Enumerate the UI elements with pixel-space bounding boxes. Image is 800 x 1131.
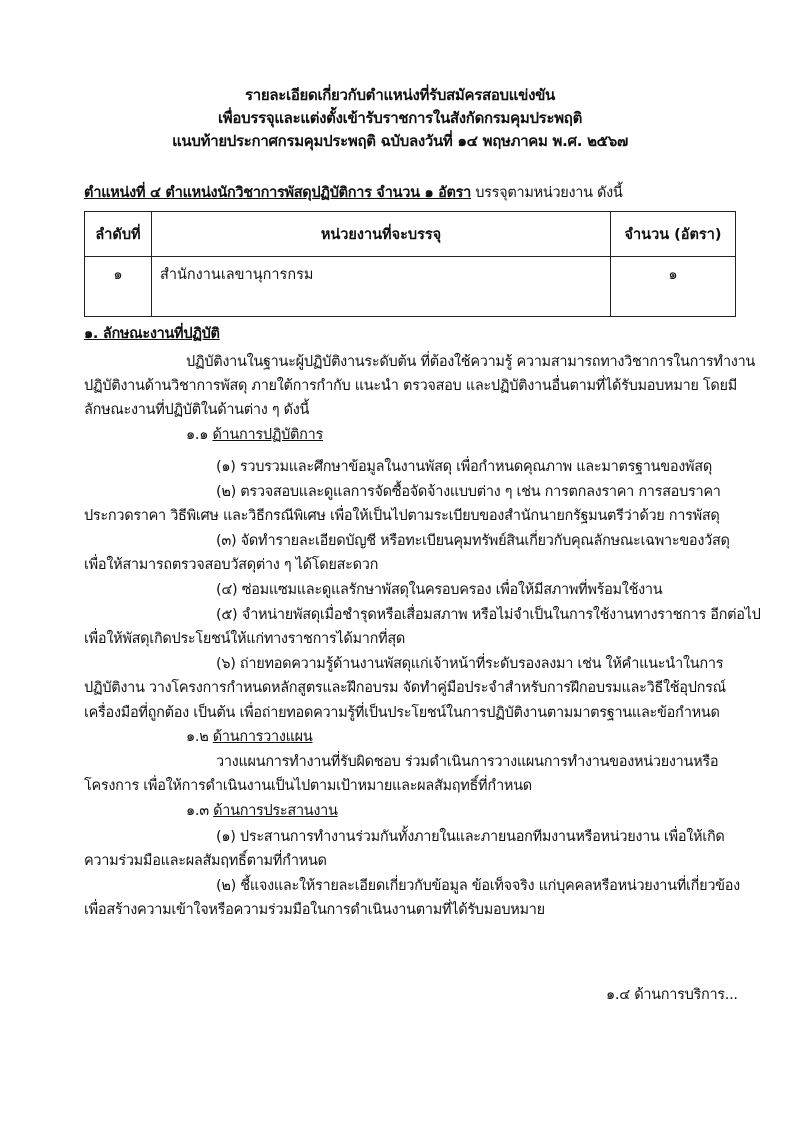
header-line-1: รายละเอียดเกี่ยวกับตำแหน่งที่รับสมัครสอบแข่งขัน <box>244 86 556 104</box>
position-suffix: บรรจุตามหน่วยงาน ดังนี้ <box>470 185 623 201</box>
header-line-3: แนบท้ายประกาศกรมคุมประพฤติ ฉบับลงวันที่ ๑๔ พฤษภาคม พ.ศ. ๒๕๖๗ <box>172 132 628 150</box>
sub1-line-8: เพื่อให้พัสดุเกิดประโยชน์ให้แก่ทางราชการได้มากที่สุด <box>84 631 405 647</box>
sub1-line-9: (๖) ถ่ายทอดความรู้ด้านงานพัสดุแก่เจ้าหน้าที่ระดับรองลงมา เช่น ให้คำแนะนำในการ <box>216 656 724 672</box>
cell-no: ๑ <box>85 257 152 317</box>
cell-unit: สำนักงานเลขานุการกรม <box>152 257 611 317</box>
sub1-title: ด้านการปฏิบัติการ <box>212 427 323 443</box>
sub1-line-11: เครื่องมือที่ถูกต้อง เป็นต้น เพื่อถ่ายทอดความรู้ที่เป็นประโยชน์ในการปฏิบัติงานตามมาตรฐานและข้อกำหนด <box>84 705 720 721</box>
sub3-line-4: เพื่อสร้างความเข้าใจหรือความร่วมมือในการดำเนินงานตามที่ได้รับมอบหมาย <box>84 902 545 918</box>
table-row <box>85 257 736 317</box>
sub2-line-1: วางแผนการทำงานที่รับผิดชอบ ร่วมดำเนินการวางแผนการทำงานของหน่วยงานหรือ <box>216 754 719 770</box>
position-line <box>84 181 623 204</box>
sub2-heading <box>186 725 312 748</box>
sub1-line-3: ประกวดราคา วิธีพิเศษ และวิธีกรณีพิเศษ เพื่อให้เป็นไปตามระเบียบของสำนักนายกรัฐมนตรีว่าด้วย การพัสดุ <box>84 508 720 524</box>
intro-line-1: ปฏิบัติงานในฐานะผู้ปฏิบัติงานระดับต้น ที่ต้องใช้ความรู้ ความสามารถทางวิชาการในการทำงาน <box>186 354 756 370</box>
intro-line-2: ปฏิบัติงานด้านวิชาการพัสดุ ภายใต้การกำกับ แนะนำ ตรวจสอบ และปฏิบัติงานอื่นตามที่ได้รับมอบหมาย โดยมี <box>84 378 737 394</box>
sub1-line-6: (๔) ซ่อมแซมและดูแลรักษาพัสดุในครอบครอง เพื่อให้มีสภาพที่พร้อมใช้งาน <box>216 582 663 598</box>
header-line-2: เพื่อบรรจุและแต่งตั้งเข้ารับราชการในสังกัดกรมคุมประพฤติ <box>217 109 583 127</box>
sub3-line-3: (๒) ชี้แจงและให้รายละเอียดเกี่ยวกับข้อมูล ข้อเท็จจริง แก่บุคคลหรือหน่วยงานที่เกี่ยวข้อง <box>216 878 740 894</box>
continuation-note: ๑.๔ ด้านการบริการ... <box>606 987 738 1003</box>
cell-count: ๑ <box>611 257 736 317</box>
sub1-number: ๑.๑ <box>186 427 213 443</box>
col-header-unit: หน่วยงานที่จะบรรจุ <box>152 212 611 257</box>
sub1-line-2: (๒) ตรวจสอบและดูแลการจัดซื้อจัดจ้างแบบต่าง ๆ เช่น การตกลงราคา การสอบราคา <box>216 484 721 500</box>
sub3-line-1: (๑) ประสานการทำงานร่วมกันทั้งภายในและภายนอกทีมงานหรือหน่วยงาน เพื่อให้เกิด <box>216 829 725 845</box>
sub1-line-5: เพื่อให้สามารถตรวจสอบวัสดุต่าง ๆ ได้โดยสะดวก <box>84 557 379 573</box>
sub2-number: ๑.๒ <box>186 729 213 745</box>
sub2-line-2: โครงการ เพื่อให้การดำเนินงานเป็นไปตามเป้าหมายและผลสัมฤทธิ์ที่กำหนด <box>84 778 532 794</box>
sub1-line-7: (๕) จำหน่ายพัสดุเมื่อชำรุดหรือเสื่อมสภาพ หรือไม่จำเป็นในการใช้งานทางราชการ อีกต่อไป <box>216 607 761 623</box>
sub3-heading <box>186 799 338 822</box>
col-header-no: ลำดับที่ <box>85 212 152 257</box>
table-header-row <box>85 212 736 257</box>
col-header-count: จำนวน (อัตรา) <box>611 212 736 257</box>
position-title: ตำแหน่งที่ ๔ ตำแหน่งนักวิชาการพัสดุปฏิบัติการ จำนวน ๑ อัตรา <box>84 185 471 201</box>
sub3-number: ๑.๓ <box>186 803 214 819</box>
intro-line-3: ลักษณะงานที่ปฏิบัติในด้านต่าง ๆ ดังนี้ <box>84 402 310 418</box>
sub2-title: ด้านการวางแผน <box>212 729 313 745</box>
sub3-line-2: ความร่วมมือและผลสัมฤทธิ์ตามที่กำหนด <box>84 853 327 869</box>
section1-heading: ๑. ลักษณะงานที่ปฏิบัติ <box>84 326 220 342</box>
sub1-line-1: (๑) รวบรวมและศึกษาข้อมูลในงานพัสดุ เพื่อกำหนดคุณภาพ และมาตรฐานของพัสดุ <box>216 459 712 475</box>
sub1-line-10: ปฏิบัติงาน วางโครงการกำหนดหลักสูตรและฝึกอบรม จัดทำคู่มือประจำสำหรับการฝึกอบรมและวิธีใช้อุปกรณ์ <box>84 680 726 696</box>
sub3-title: ด้านการประสานงาน <box>213 803 338 819</box>
sub1-heading <box>186 423 323 446</box>
sub1-line-4: (๓) จัดทำรายละเอียดบัญชี หรือทะเบียนคุมทรัพย์สินเกี่ยวกับคุณลักษณะเฉพาะของวัสดุ <box>216 533 730 549</box>
positions-table <box>84 211 736 317</box>
